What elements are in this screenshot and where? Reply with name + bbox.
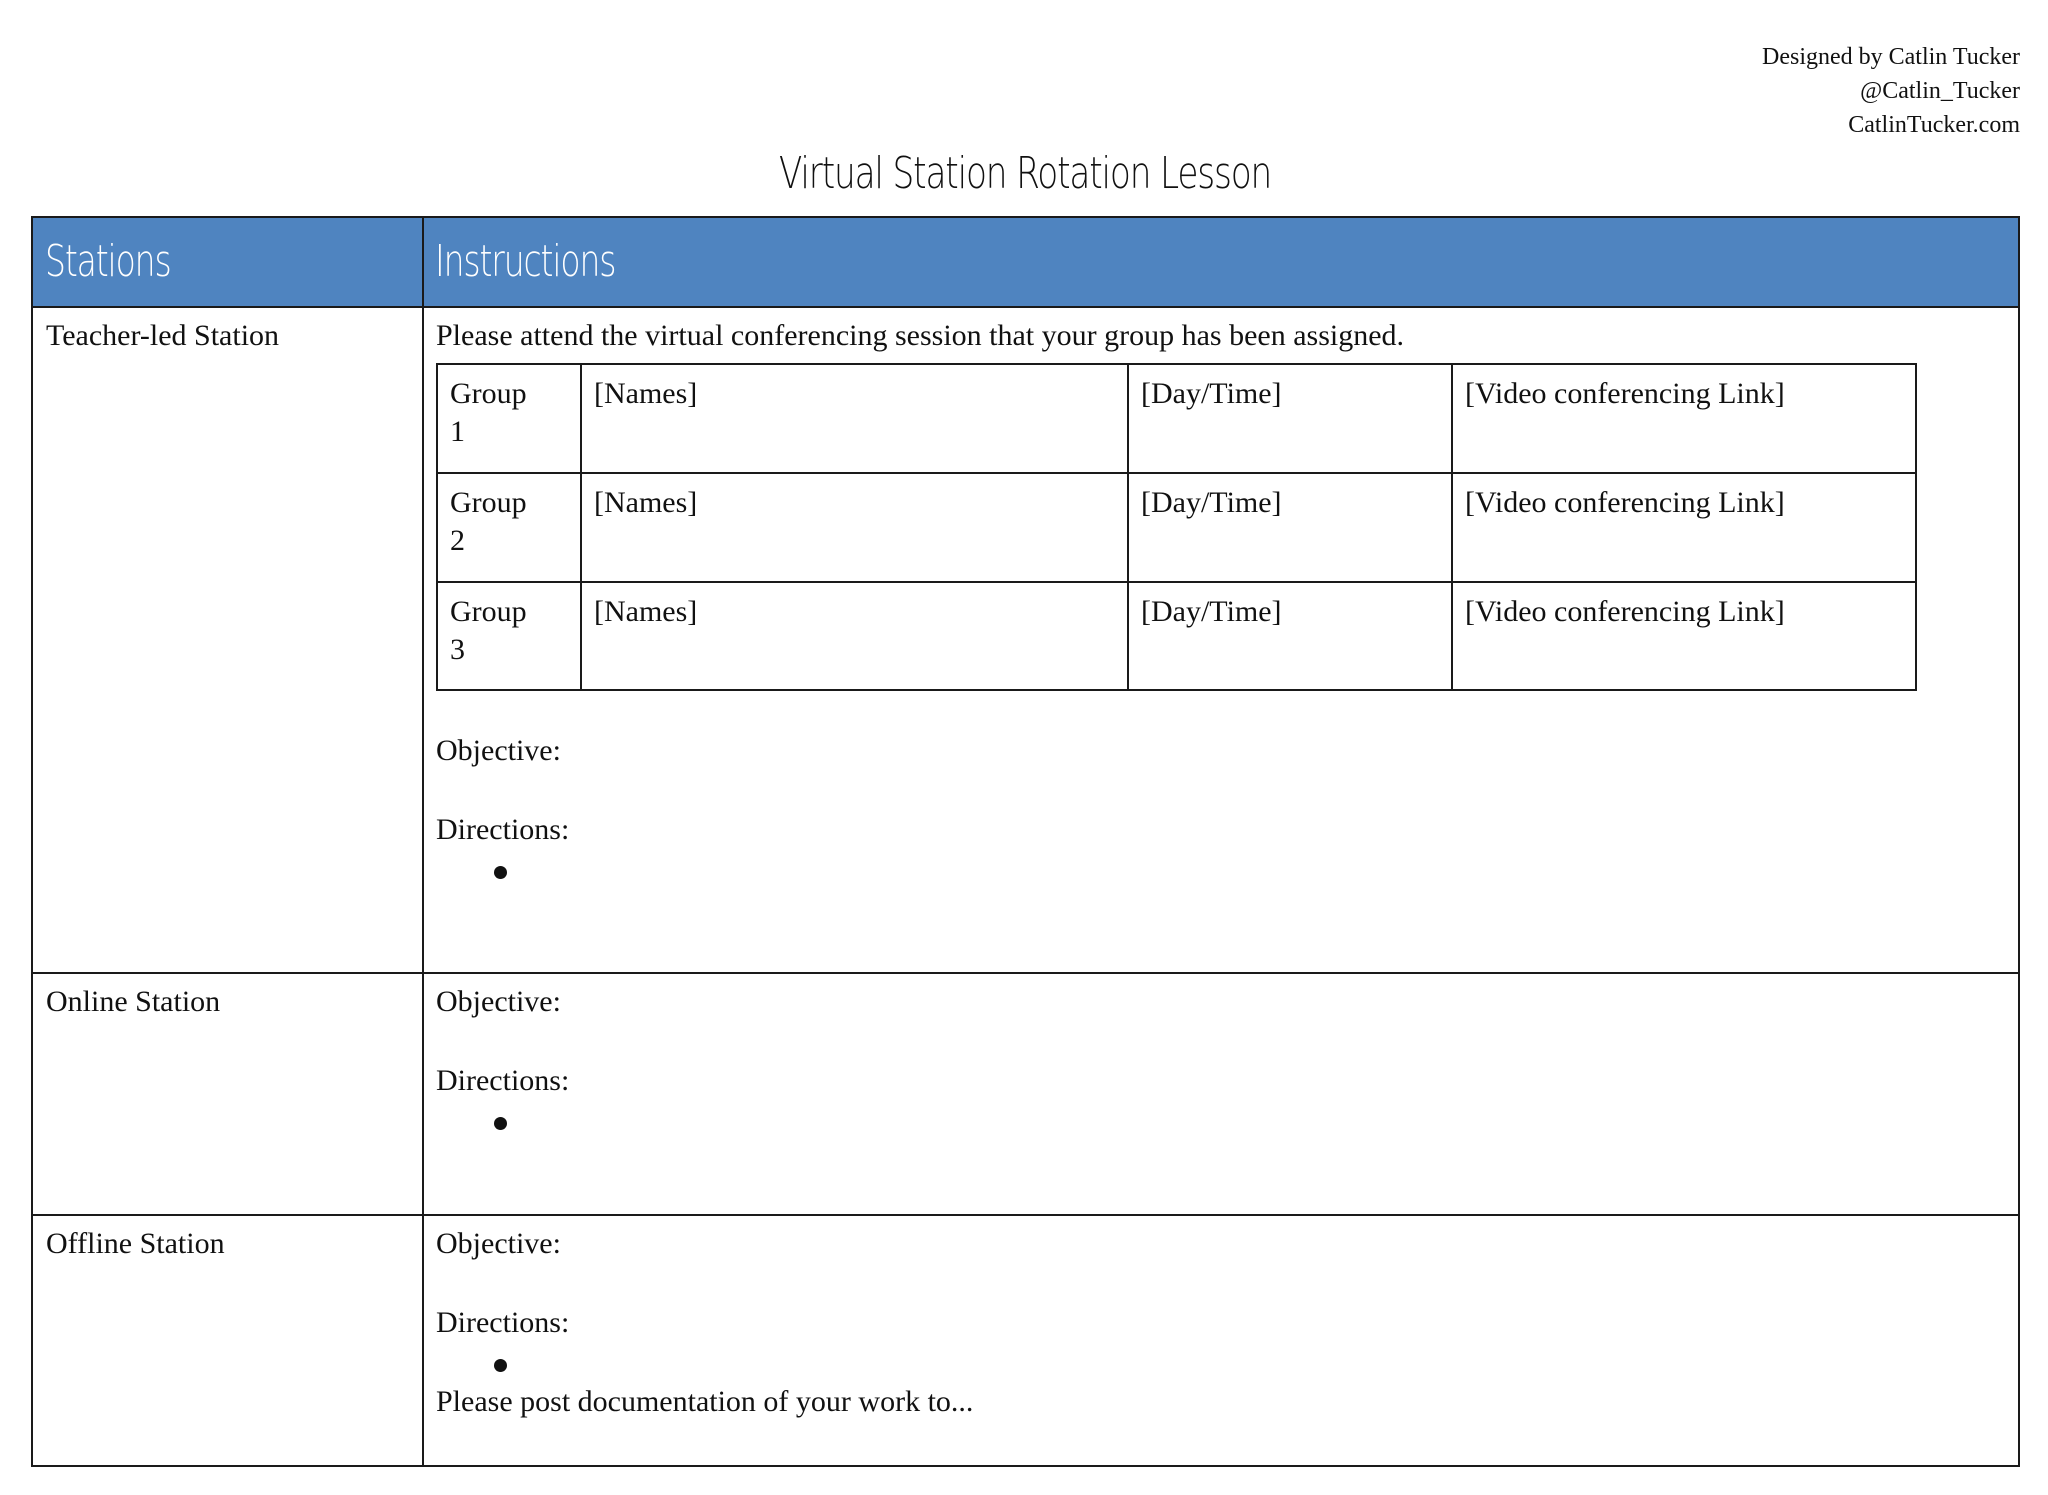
group-row (438, 365, 1915, 474)
attribution-author: Designed by Catlin Tucker (1762, 44, 2020, 70)
group-day-time: [Day/Time] (1127, 583, 1451, 691)
table-row-online (33, 972, 2018, 1216)
group-label: Group 3 (450, 595, 527, 666)
group-row (438, 583, 1915, 691)
objective-label: Objective: (436, 985, 561, 1018)
document-title: Virtual Station Rotation Lesson (778, 148, 1272, 199)
objective-label: Objective: (436, 1227, 561, 1260)
bullet-icon (494, 866, 507, 879)
station-name: Teacher-led Station (46, 319, 280, 352)
group-video-link[interactable]: [Video conferencing Link] (1451, 474, 1915, 581)
directions-label: Directions: (436, 1064, 570, 1097)
group-video-link[interactable]: [Video conferencing Link] (1451, 583, 1915, 691)
bullet-icon (494, 1359, 507, 1372)
header-instructions: Instructions (435, 236, 616, 287)
station-name: Online Station (46, 985, 221, 1018)
group-video-link[interactable]: [Video conferencing Link] (1451, 365, 1915, 472)
attribution-handle: @Catlin_Tucker (1860, 78, 2020, 104)
table-header-row (33, 218, 2018, 308)
group-names: [Names] (580, 583, 1127, 691)
station-name: Offline Station (46, 1227, 225, 1260)
group-names: [Names] (580, 365, 1127, 472)
group-day-time: [Day/Time] (1127, 365, 1451, 472)
table-row-offline (33, 1214, 2018, 1467)
attribution-website: CatlinTucker.com (1848, 112, 2020, 138)
group-day-time: [Day/Time] (1127, 474, 1451, 581)
directions-label: Directions: (436, 813, 570, 846)
group-row (438, 474, 1915, 583)
group-names: [Names] (580, 474, 1127, 581)
attribution (1762, 40, 2020, 142)
group-label: Group 1 (450, 377, 527, 448)
bullet-icon (494, 1117, 507, 1130)
documentation-note: Please post documentation of your work to... (436, 1385, 974, 1418)
groups-table (436, 363, 1917, 691)
group-label: Group 2 (450, 486, 527, 557)
objective-label: Objective: (436, 734, 561, 767)
intro-text: Please attend the virtual conferencing session that your group has been assigned. (436, 319, 1405, 352)
stations-table (31, 216, 2020, 1467)
header-stations: Stations (45, 236, 171, 287)
table-row-teacher-led (33, 306, 2018, 974)
directions-label: Directions: (436, 1306, 570, 1339)
